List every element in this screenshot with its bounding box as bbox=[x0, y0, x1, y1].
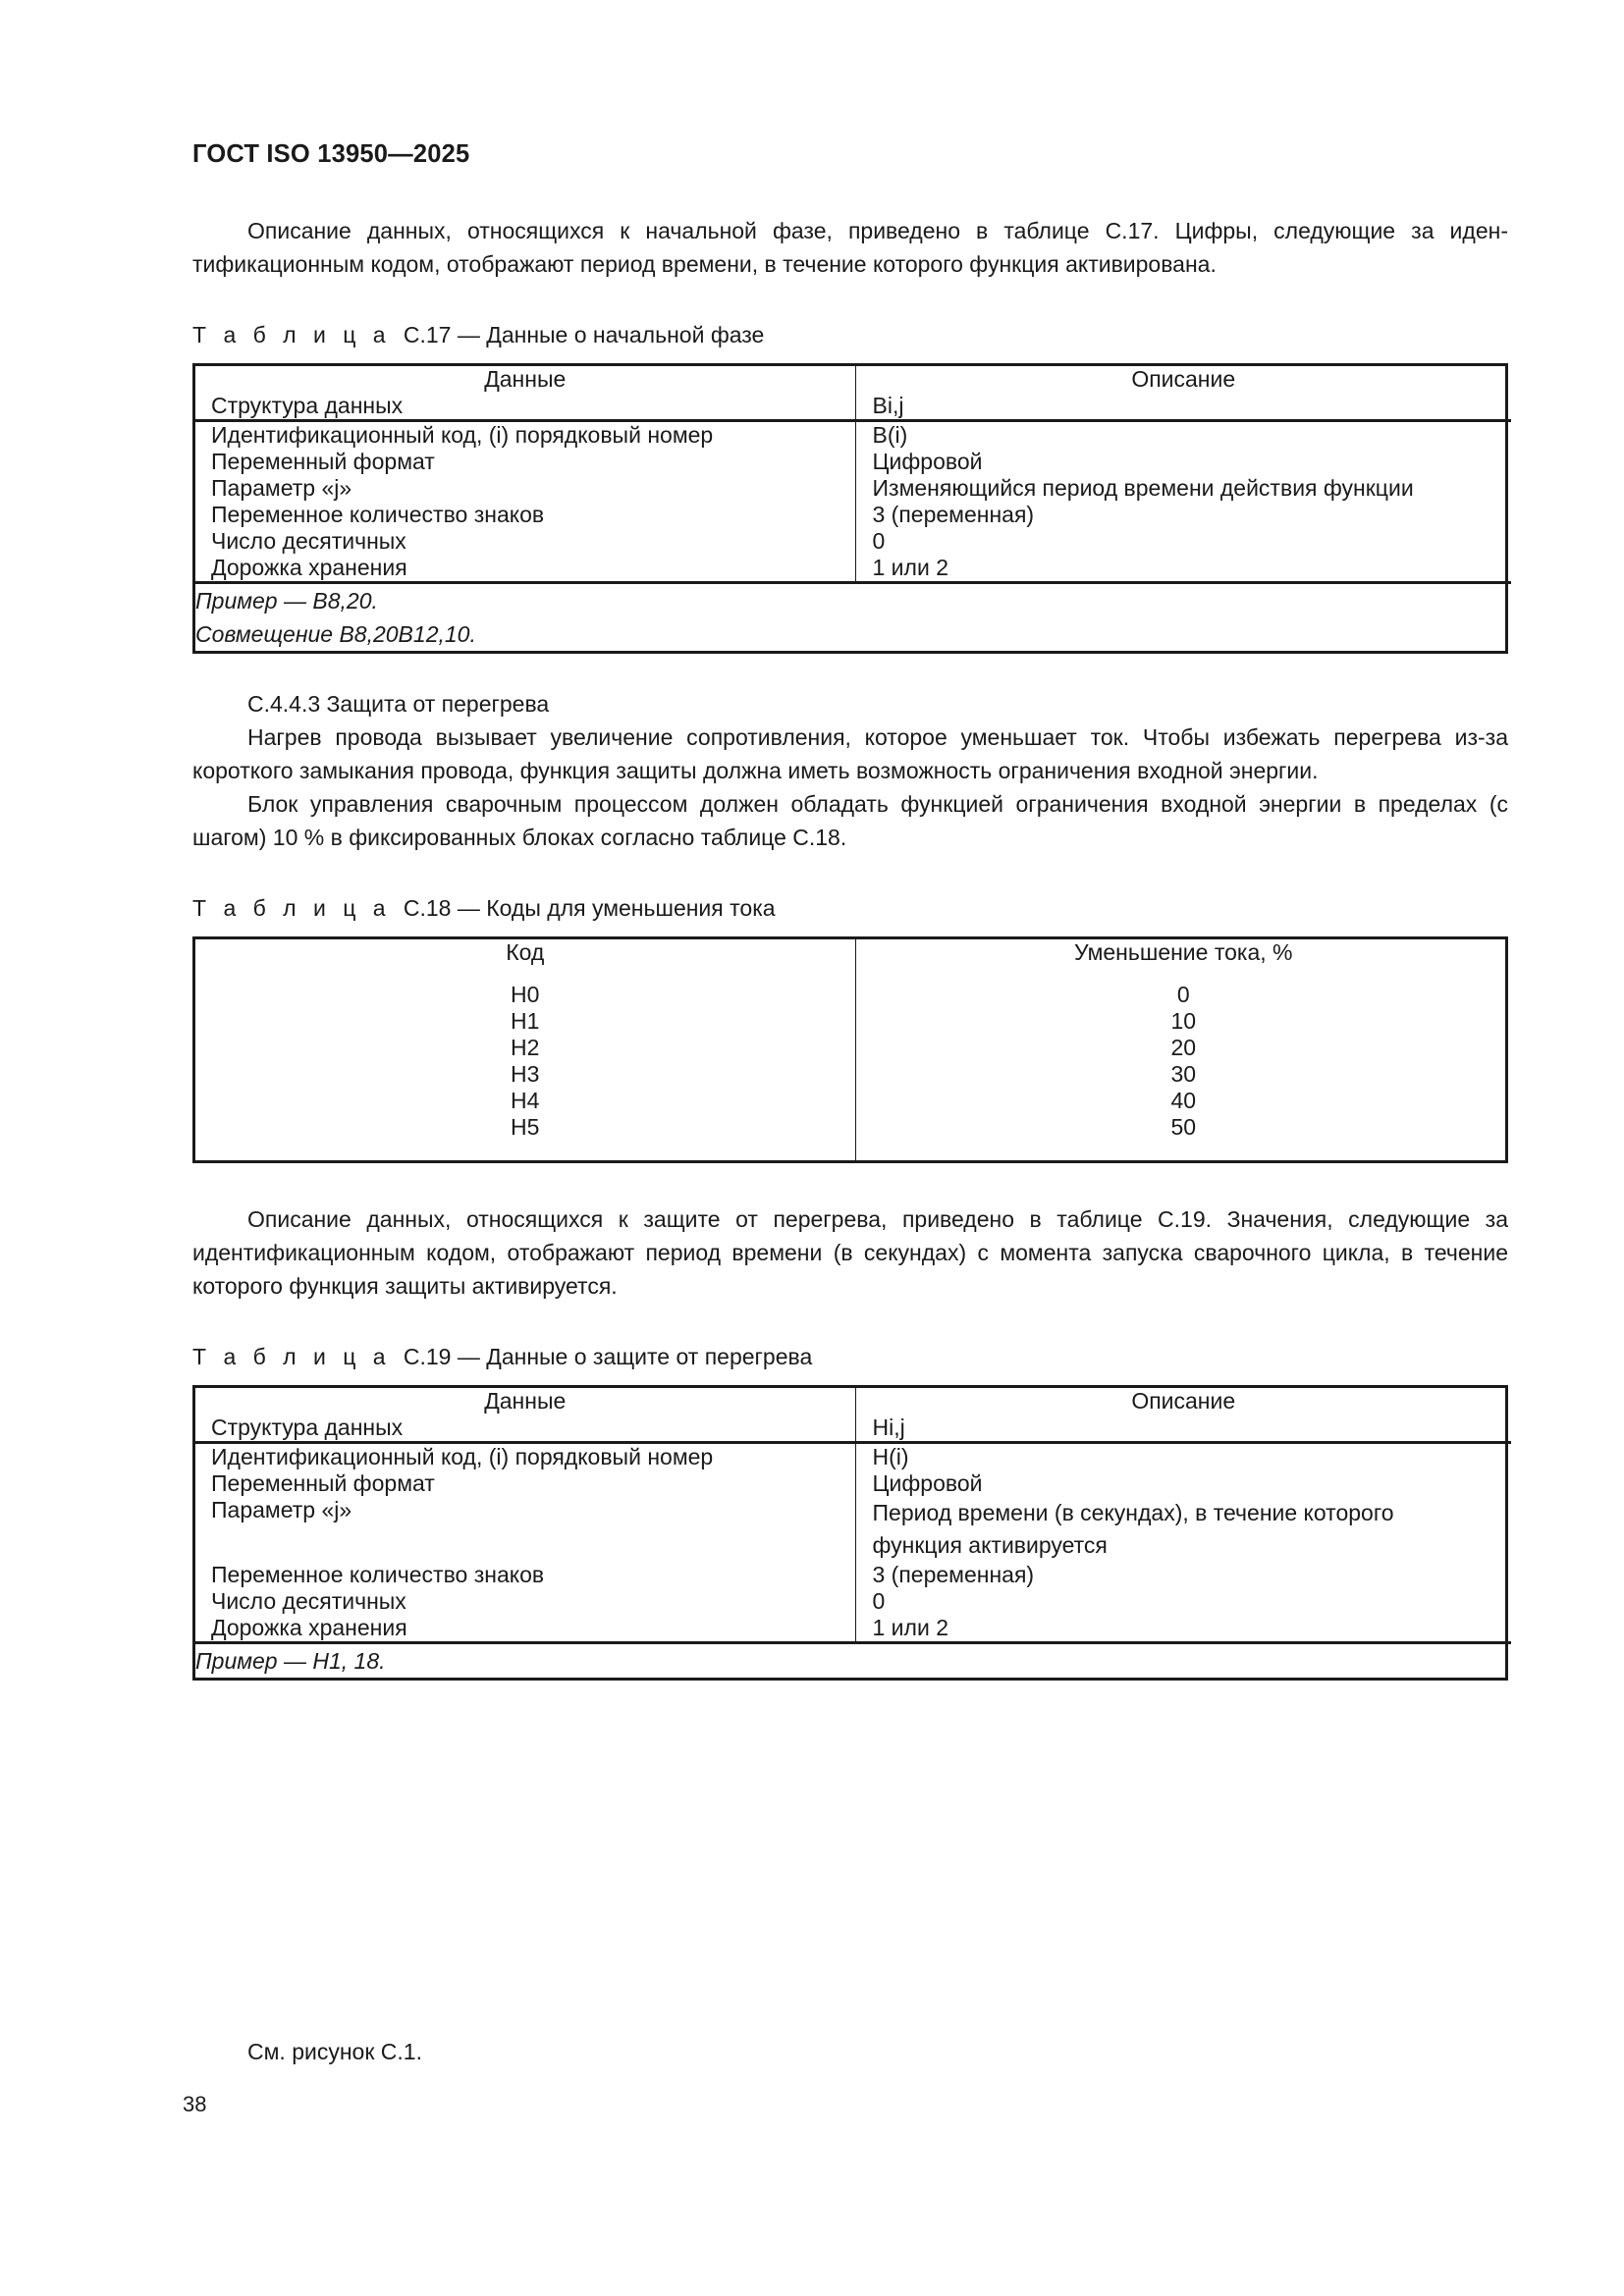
table-row bbox=[195, 393, 1511, 421]
table-row bbox=[195, 1114, 1511, 1160]
table-c19-header-data: Данные bbox=[195, 1388, 855, 1415]
table-c17-caption-number: С.17 bbox=[403, 322, 452, 347]
table-row bbox=[195, 1088, 1511, 1114]
intro-paragraph-1: Описание данных, относящихся к начальной фазе, приведено в таблице С.17. Цифры, следующие за идентификационным кодом, отображают период времени, в течение которого функция активирована. bbox=[192, 218, 1508, 277]
table-c18-caption-number: С.18 bbox=[403, 895, 452, 921]
table-c18-header-row bbox=[195, 939, 1511, 966]
table-c17-cell-description: 0 bbox=[872, 528, 886, 554]
table-c17-caption-label: Т а б л и ц а bbox=[192, 322, 392, 347]
table-row bbox=[195, 1562, 1511, 1588]
page-number: 38 bbox=[183, 2092, 207, 2116]
table-c19-cell-data: Переменное количество знаков bbox=[195, 1562, 855, 1588]
table-c19-cell-description: Цифровой bbox=[872, 1470, 983, 1496]
table-row bbox=[195, 1443, 1511, 1471]
table-c19-caption-dash: — bbox=[457, 1344, 480, 1369]
table-c19-cell-description: 1 или 2 bbox=[855, 1615, 1511, 1643]
table-row bbox=[195, 421, 1511, 450]
table-c17-caption bbox=[192, 320, 1508, 349]
table-c19-header-description: Описание bbox=[1131, 1388, 1236, 1414]
table-c19-example-line-1: Пример — H1, 18. bbox=[195, 1648, 386, 1674]
table-c18-caption bbox=[192, 893, 1508, 923]
table-row bbox=[195, 475, 1511, 502]
table-c17-cell-description: B(i) bbox=[872, 422, 908, 448]
table-c18-cell-code: H5 bbox=[195, 1114, 855, 1160]
table-c17-cell-data: Параметр «j» bbox=[195, 475, 855, 502]
table-c19-header-row bbox=[195, 1388, 1511, 1415]
table-row bbox=[195, 1588, 1511, 1615]
intro-paragraph-2: Описание данных, относящихся к защите от перегрева, приведено в таблице С.19. Значения, следующие за идентификационным кодом, отображают период времени (в секундах) с момента запуска сварочного цикла, в течение которого функция защиты активируется. bbox=[192, 1206, 1508, 1299]
table-row bbox=[195, 1415, 1511, 1443]
table-c17-caption-dash: — bbox=[457, 322, 480, 347]
table-c19-caption bbox=[192, 1342, 1508, 1371]
table-row bbox=[195, 555, 1511, 583]
table-c17-cell-data: Дорожка хранения bbox=[195, 555, 855, 583]
table-c17-cell-description: 1 или 2 bbox=[855, 555, 1511, 583]
table-c19-cell-description: H(i) bbox=[872, 1444, 909, 1469]
table-c18-header-reduction: Уменьшение тока, % bbox=[1074, 939, 1293, 965]
table-c17-cell-data: Переменный формат bbox=[195, 449, 855, 475]
document-content bbox=[192, 214, 1508, 1681]
table-c17-cell-description: 3 (переменная) bbox=[872, 502, 1035, 527]
table-c17-cell-data: Идентификационный код, (i) порядковый номер bbox=[195, 421, 855, 450]
table-c17-cell-data: Структура данных bbox=[195, 393, 855, 421]
table-c17-header-description: Описание bbox=[1131, 366, 1236, 392]
table-c18-cell-code: H4 bbox=[195, 1088, 855, 1114]
table-c18 bbox=[192, 936, 1508, 1163]
table-c19-cell-description: 0 bbox=[872, 1588, 886, 1614]
table-row bbox=[195, 528, 1511, 555]
table-c17-example-line-1: Пример — B8,20. bbox=[195, 588, 378, 614]
table-c18-cell-code: H2 bbox=[195, 1035, 855, 1061]
table-c18-cell-reduction: 0 bbox=[1176, 982, 1190, 1007]
table-c18-caption-dash: — bbox=[457, 895, 480, 921]
see-figure-note: См. рисунок С.1. bbox=[247, 2039, 422, 2064]
table-c18-caption-label: Т а б л и ц а bbox=[192, 895, 392, 921]
table-c19-cell-description: 3 (переменная) bbox=[872, 1562, 1035, 1587]
table-c18-header-code: Код bbox=[195, 939, 855, 966]
table-c17-cell-description: Bi,j bbox=[855, 393, 1511, 421]
table-c19-cell-data: Число десятичных bbox=[195, 1588, 855, 1615]
table-c18-cell-code: H1 bbox=[195, 1008, 855, 1035]
table-row bbox=[195, 449, 1511, 475]
table-c17-caption-title: Данные о начальной фазе bbox=[486, 322, 765, 347]
table-row bbox=[195, 966, 1511, 1008]
table-c18-cell-reduction: 30 bbox=[1170, 1061, 1197, 1087]
table-c18-cell-reduction: 40 bbox=[1170, 1088, 1197, 1113]
table-c19-cell-data: Переменный формат bbox=[195, 1470, 855, 1497]
table-c19-caption-label: Т а б л и ц а bbox=[192, 1344, 392, 1369]
table-c17-cell-description: Изменяющийся период времени действия функции bbox=[872, 475, 1414, 501]
table-c17-cell-description: Цифровой bbox=[872, 449, 983, 474]
table-c19-cell-description: Hi,j bbox=[855, 1415, 1511, 1443]
table-c18-cell-code: H3 bbox=[195, 1061, 855, 1088]
table-c17-example-line-2: Совмещение B8,20B12,10. bbox=[195, 621, 476, 647]
table-c19-example-row bbox=[195, 1643, 1511, 1679]
section-c443-heading: С.4.4.3 Защита от перегрева bbox=[247, 691, 550, 717]
section-c443-paragraph-1: Нагрев провода вызывает увеличение сопротивления, которое уменьшает ток. Чтобы избежать перегрева из-за короткого замыкания провода, функция защиты должна иметь возможность ограничения входной энергии. bbox=[192, 724, 1508, 783]
table-c17-header-row bbox=[195, 366, 1511, 393]
table-row bbox=[195, 1470, 1511, 1497]
table-c19-cell-data: Идентификационный код, (i) порядковый номер bbox=[195, 1443, 855, 1471]
table-c17-cell-data: Переменное количество знаков bbox=[195, 502, 855, 528]
table-c18-cell-reduction: 20 bbox=[1170, 1035, 1197, 1060]
section-c443-paragraph-2: Блок управления сварочным процессом должен обладать функцией ограничения входной энергии в пределах (с шагом) 10 % в фиксированных блоках согласно таблице С.18. bbox=[192, 791, 1508, 850]
table-row bbox=[195, 1061, 1511, 1088]
table-c18-cell-code: H0 bbox=[195, 966, 855, 1008]
table-c17 bbox=[192, 363, 1508, 654]
table-c17-header-data: Данные bbox=[195, 366, 855, 393]
table-c17-cell-data: Число десятичных bbox=[195, 528, 855, 555]
table-c18-cell-reduction: 10 bbox=[1170, 1008, 1197, 1034]
table-c19-cell-data: Дорожка хранения bbox=[195, 1615, 855, 1643]
table-row bbox=[195, 502, 1511, 528]
table-c19-caption-number: С.19 bbox=[403, 1344, 452, 1369]
table-c17-example-row bbox=[195, 583, 1511, 652]
table-row bbox=[195, 1615, 1511, 1643]
document-header-title: ГОСТ ISO 13950—2025 bbox=[192, 140, 470, 168]
table-c19-cell-data: Параметр «j» bbox=[195, 1497, 855, 1562]
table-c19-cell-description: Период времени (в секундах), в течение которого функция активируется bbox=[872, 1500, 1394, 1558]
table-row bbox=[195, 1008, 1511, 1035]
table-c19-cell-data: Структура данных bbox=[195, 1415, 855, 1443]
table-row bbox=[195, 1497, 1511, 1562]
table-c18-cell-reduction: 50 bbox=[1170, 1114, 1197, 1140]
table-c19-caption-title: Данные о защите от перегрева bbox=[486, 1344, 813, 1369]
table-c18-caption-title: Коды для уменьшения тока bbox=[486, 895, 776, 921]
table-row bbox=[195, 1035, 1511, 1061]
table-c19 bbox=[192, 1385, 1508, 1681]
